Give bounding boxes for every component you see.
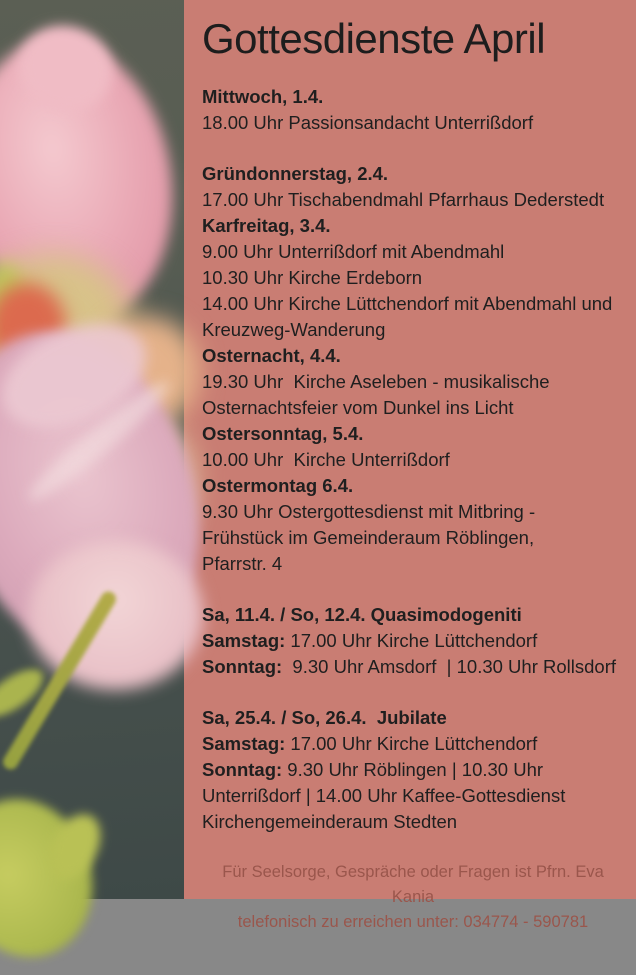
schedule-text: 9.30 Uhr Röblingen | 10.30 Uhr <box>282 759 544 781</box>
page-title: Gottesdienste April <box>202 15 546 62</box>
schedule-day-label: Ostermontag 6.4. <box>202 475 354 497</box>
footer-note <box>202 860 624 935</box>
schedule-line <box>202 473 624 499</box>
leaf-bottom <box>0 781 112 975</box>
schedule-day-label: Gründonnerstag, 2.4. <box>202 163 389 185</box>
schedule-day-label: Mittwoch, 1.4. <box>202 86 324 108</box>
schedule-line <box>202 705 624 731</box>
schedule-text: 18.00 Uhr Passionsandacht Unterrißdorf <box>202 112 534 134</box>
schedule-text: 14.00 Uhr Kirche Lüttchendorf mit Abendmahl und <box>202 293 613 315</box>
schedule-line <box>202 654 624 680</box>
schedule-line <box>202 110 624 136</box>
schedule-text: 9.30 Uhr Ostergottesdienst mit Mitbring - <box>202 501 536 523</box>
tulip-middle-base <box>28 540 203 690</box>
schedule-text: 10.30 Uhr Kirche Erdeborn <box>202 267 423 289</box>
schedule-text: Frühstück im Gemeinderaum Röblingen, <box>202 527 535 549</box>
schedule-day-label: Sonntag: <box>202 656 283 678</box>
schedule-line <box>202 369 624 395</box>
schedule-line <box>202 525 624 551</box>
schedule-block <box>202 705 624 835</box>
schedule <box>202 84 624 835</box>
schedule-day-label: Osternacht, 4.4. <box>202 345 341 367</box>
schedule-line <box>202 447 624 473</box>
schedule-day-label: Samstag: <box>202 630 286 652</box>
schedule-text: Unterrißdorf | 14.00 Uhr Kaffee-Gottesdienst <box>202 785 566 807</box>
schedule-line <box>202 343 624 369</box>
schedule-line <box>202 551 624 577</box>
schedule-line <box>202 757 624 783</box>
schedule-line <box>202 213 624 239</box>
schedule-line <box>202 161 624 187</box>
schedule-line <box>202 291 624 317</box>
footer-line: Für Seelsorge, Gespräche oder Fragen ist Pfrn. Eva Kania <box>222 863 604 907</box>
schedule-line <box>202 84 624 110</box>
schedule-text: Pfarrstr. 4 <box>202 553 283 575</box>
schedule-text: 9.00 Uhr Unterrißdorf mit Abendmahl <box>202 241 505 263</box>
footer-line: telefonisch zu erreichen unter: 034774 - 590781 <box>237 913 589 932</box>
schedule-line <box>202 395 624 421</box>
schedule-line <box>202 265 624 291</box>
schedule-day-label: Sa, 25.4. / So, 26.4. Jubilate <box>202 707 447 729</box>
schedule-text: Osternachtsfeier vom Dunkel ins Licht <box>202 397 514 419</box>
schedule-line <box>202 809 624 835</box>
schedule-text: 9.30 Uhr Amsdorf | 10.30 Uhr Rollsdorf <box>282 656 616 678</box>
schedule-text: Kirchengemeinderaum Stedten <box>202 811 458 833</box>
schedule-line <box>202 421 624 447</box>
schedule-line <box>202 187 624 213</box>
tulip-photo <box>0 0 184 899</box>
schedule-text: Kreuzweg-Wanderung <box>202 319 386 341</box>
schedule-panel <box>184 0 636 932</box>
schedule-day-label: Samstag: <box>202 733 286 755</box>
schedule-line <box>202 602 624 628</box>
schedule-text: 10.00 Uhr Kirche Unterrißdorf <box>202 449 450 471</box>
schedule-block <box>202 84 624 136</box>
schedule-line <box>202 239 624 265</box>
schedule-block <box>202 602 624 680</box>
schedule-block <box>202 161 624 577</box>
schedule-day-label: Karfreitag, 3.4. <box>202 215 331 237</box>
schedule-line <box>202 783 624 809</box>
schedule-text: 17.00 Uhr Kirche Lüttchendorf <box>285 733 538 755</box>
schedule-line <box>202 628 624 654</box>
schedule-line <box>202 499 624 525</box>
schedule-text: 17.00 Uhr Tischabendmahl Pfarrhaus Dederstedt <box>202 189 605 211</box>
schedule-text: 19.30 Uhr Kirche Aseleben - musikalische <box>202 371 550 393</box>
schedule-text: 17.00 Uhr Kirche Lüttchendorf <box>285 630 538 652</box>
schedule-day-label: Sa, 11.4. / So, 12.4. Quasimodogeniti <box>202 604 522 626</box>
schedule-day-label: Ostersonntag, 5.4. <box>202 423 364 445</box>
schedule-day-label: Sonntag: <box>202 759 283 781</box>
schedule-line <box>202 317 624 343</box>
schedule-line <box>202 731 624 757</box>
